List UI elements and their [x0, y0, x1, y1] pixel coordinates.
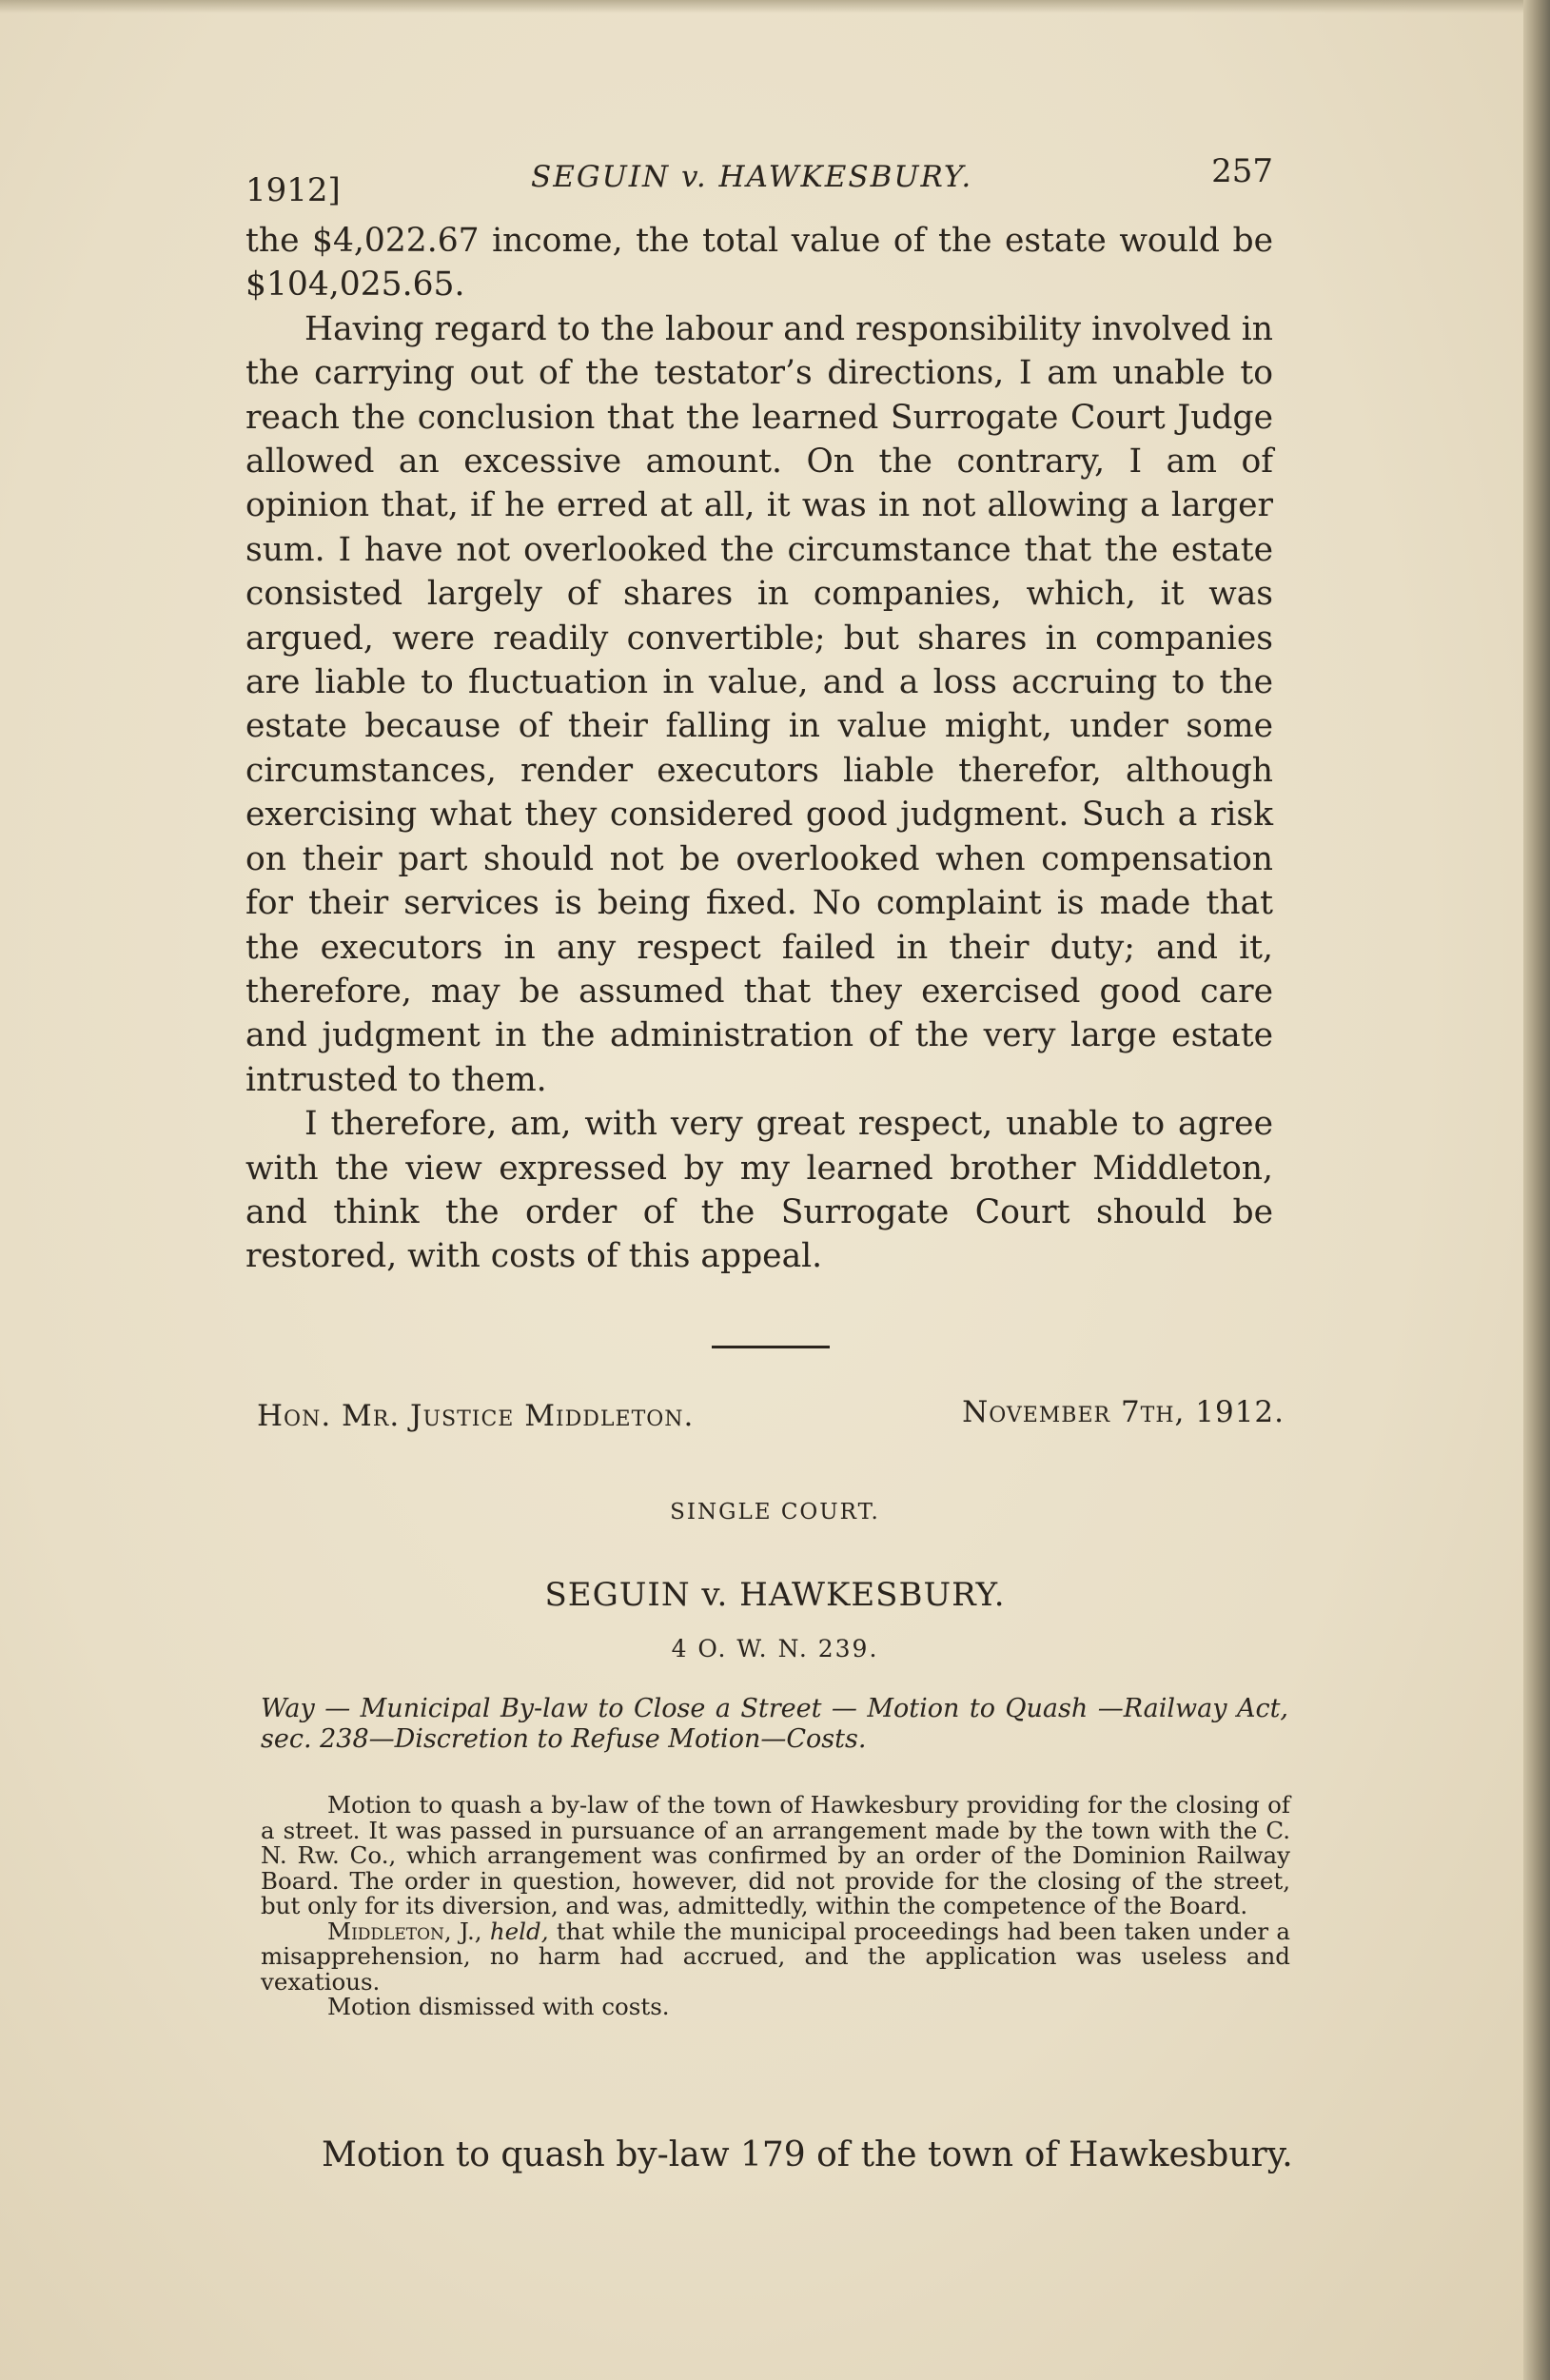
running-head [245, 152, 1283, 209]
headnote-disposition: Motion dismissed with costs. [327, 1993, 670, 2020]
running-head-year: 1912] [245, 171, 341, 209]
headnote-held-text: that while the municipal proceedings had been taken under a misapprehension, no harm had accrued, and the application was useless and vexatious. [261, 1917, 1291, 1996]
running-head-title: SEGUIN v. HAWKESBURY. [531, 160, 973, 194]
headnote-held-word: held, [489, 1917, 549, 1945]
paragraph-continued: the $4,022.67 income, the total value of the estate would be $104,025.65. [245, 222, 1273, 305]
headnote-judge: Middleton, J., [327, 1917, 482, 1945]
page-number: 257 [1211, 152, 1273, 190]
case-title: SEGUIN v. HAWKESBURY. [544, 1576, 1006, 1614]
section-divider [712, 1346, 830, 1348]
decision-date: November 7th, 1912. [962, 1395, 1285, 1429]
court-heading: SINGLE COURT. [670, 1500, 880, 1524]
paragraph-conclusion: I therefore, am, with very great respect, unable to agree with the view expressed by my learned brother Middleton, and think the order of the Surrogate Court should be restored, with costs of this appeal. [245, 1105, 1273, 1276]
paragraph-reasoning: Having regard to the labour and responsibility involved in the carrying out of the testator’s directions, I am unable to reach the conclusion that the learned Surrogate Court Judge allowed an excessive amount. On the contrary, I am of opinion that, if he erred at all, it was in not allowing a larger sum. I have not overlooked the circumstance that the estate consisted largely of shares in companies, which, it was argued, were readily convertible; but shares in companies are liable to fluctuation in value, and a loss accruing to the estate because of their falling in value might, under some circumstances, render executors liable therefor, although exercising what they considered good judgment. Such a risk on their part should not be overlooked when compensation for their services is being fixed. No complaint is made that the executors in any respect failed in their duty; and it, therefore, may be assumed that they exercised good care and judgment in the administration of the very large estate intrusted to them. [245, 309, 1273, 1099]
headnote [261, 1793, 1290, 2020]
case-citation: 4 O. W. N. 239. [671, 1635, 879, 1662]
page-edge [1523, 0, 1550, 2380]
judge-name: Hon. Mr. Justice Middleton. [257, 1399, 695, 1433]
catchwords: Way — Municipal By-law to Close a Street — Motion to Quash —Railway Act, sec. 238—Discretion to Refuse Motion—Costs. [261, 1694, 1288, 1754]
headnote-facts: Motion to quash a by-law of the town of Hawkesbury providing for the closing of a street. It was passed in pursuance of an arrangement made by the town with the C. N. Rw. Co., which arrangement was confirmed by an order of the Dominion Railway Board. The order in question, however, did not provide for the closing of the street, but only for its diversion, and was, admittedly, within the competence of the Board. [261, 1791, 1290, 1919]
headnote-held [261, 1919, 1290, 1996]
motion-opening-line: Motion to quash by-law 179 of the town of Hawkesbury. [322, 2135, 1293, 2174]
judge-line [257, 1395, 1285, 1433]
page-top-shadow [0, 0, 1550, 13]
judgment-text [245, 219, 1273, 1279]
